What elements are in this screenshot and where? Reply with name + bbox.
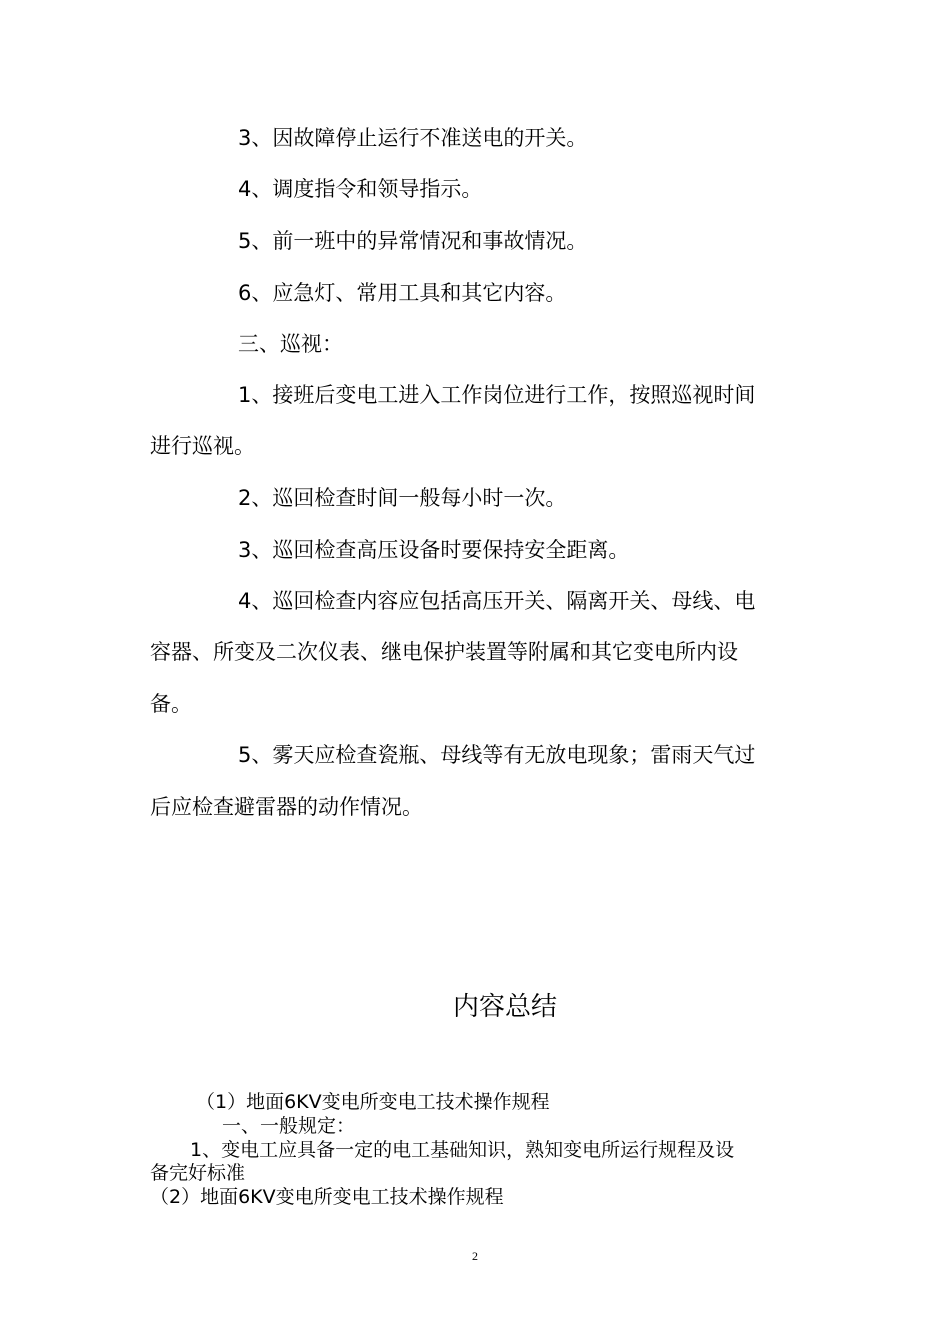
summary-line-3: 1、变电工应具备一定的电工基础知识，熟知变电所运行规程及设 [190,1139,735,1161]
summary-line-1: （1）地面6KV变电所变电工技术操作规程 [196,1091,550,1113]
page-number: 2 [472,1249,478,1263]
summary-title: 内容总结 [452,992,557,1022]
patrol-item-5-line-2: 后应检查避雷器的动作情况。 [150,795,423,819]
summary-line-5: （2）地面6KV变电所变电工技术操作规程 [150,1186,504,1208]
patrol-item-3: 3、巡回检查高压设备时要保持安全距离。 [238,538,630,562]
summary-line-2: 一、一般规定： [222,1115,356,1137]
patrol-item-4-line-2: 容器、所变及二次仪表、继电保护装置等附属和其它变电所内设 [150,640,738,664]
paragraph-item-6: 6、应急灯、常用工具和其它内容。 [238,281,567,305]
paragraph-item-3: 3、因故障停止运行不准送电的开关。 [238,126,588,150]
patrol-item-5-line-1: 5、雾天应检查瓷瓶、母线等有无放电现象；雷雨天气过 [238,743,756,767]
paragraph-item-5: 5、前一班中的异常情况和事故情况。 [238,229,588,253]
patrol-item-1-line-2: 进行巡视。 [150,434,255,458]
patrol-item-2: 2、巡回检查时间一般每小时一次。 [238,486,567,510]
patrol-item-4-line-1: 4、巡回检查内容应包括高压开关、隔离开关、母线、电 [238,589,756,613]
section-heading-patrol: 三、巡视： [238,332,343,356]
patrol-item-1-line-1: 1、接班后变电工进入工作岗位进行工作，按照巡视时间 [238,383,756,407]
patrol-item-4-line-3: 备。 [150,692,192,716]
paragraph-item-4: 4、调度指令和领导指示。 [238,177,483,201]
summary-line-4: 备完好标准 [150,1162,246,1184]
